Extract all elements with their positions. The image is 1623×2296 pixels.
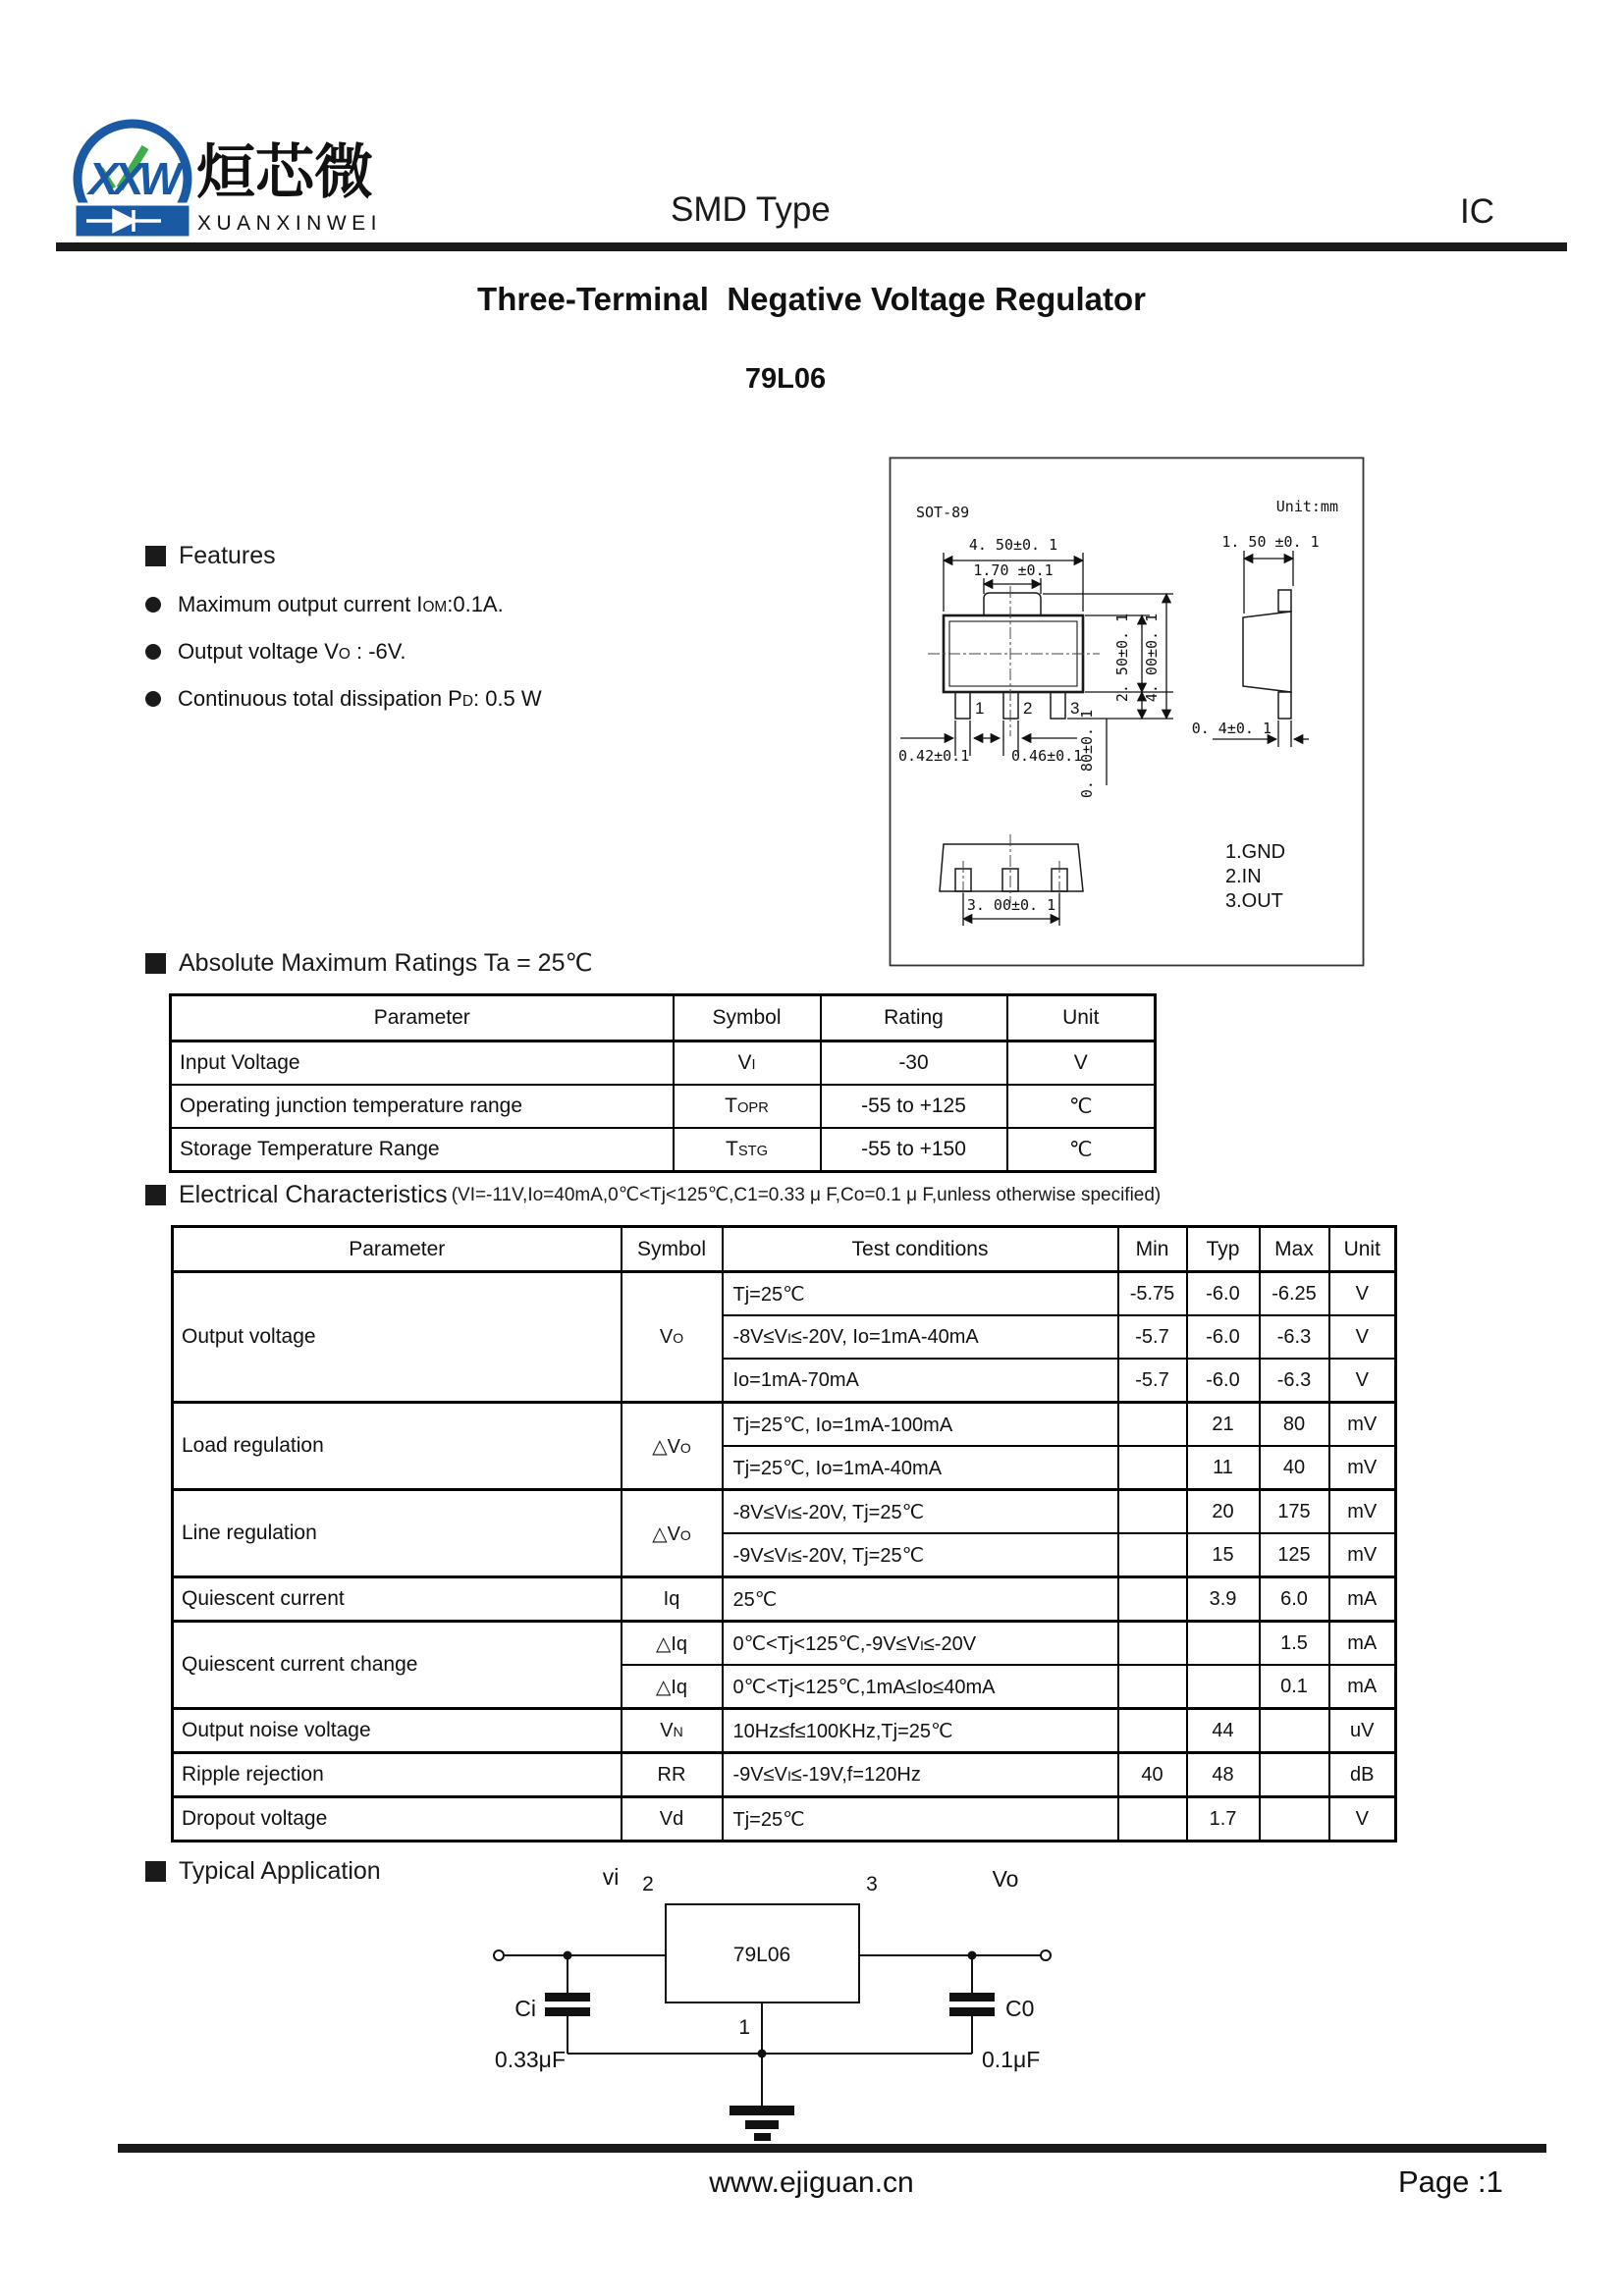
col-typ: Typ [1187,1227,1260,1272]
col-unit: Unit [1007,995,1156,1041]
feature-item [145,639,872,665]
footer-url: www.ejiguan.cn [709,2166,914,2199]
part-number: 79L06 [744,363,827,395]
company-logo [57,110,450,247]
cout-value: 0.1μF [982,2047,1041,2072]
col-test-conditions: Test conditions [723,1227,1118,1272]
table-row: Ripple rejection RR -9V≤VI≤-19V,f=120Hz 40 48 dB [173,1753,1396,1797]
table-row: Output voltage VO Tj=25℃ -5.75 -6.0 -6.25 V [173,1272,1396,1316]
header-ic-label: IC [1460,192,1494,231]
package-name: SOT-89 [916,504,970,521]
abs-max-heading [145,948,593,978]
col-rating: Rating [821,995,1007,1041]
pin-1-number: 1 [975,699,985,718]
capacitor-plate [949,1993,995,2002]
table-row: △Iq 0℃<Tj<125℃,1mA≤Io≤40mA 0.1 mA [173,1665,1396,1709]
output-label: Vo [992,1866,1019,1892]
input-label: vi [602,1864,620,1890]
footer-page-number: Page :1 [1398,2164,1503,2199]
package-unit: Unit:mm [1275,498,1338,515]
dim-pin2-width: 0.46±0.1 [1011,747,1083,765]
table-header-row [173,1227,1396,1272]
cin-name: Ci [514,1996,536,2021]
abs-max-heading-label: Absolute Maximum Ratings Ta = 25℃ [179,949,593,977]
table-row: Output noise voltage VN 10Hz≤f≤100KHz,Tj=25℃ 44 uV [173,1709,1396,1753]
features-heading [145,542,872,570]
application-heading [145,1857,381,1886]
dim-tab-width: 1.70 ±0.1 [973,561,1054,579]
square-bullet-icon [145,1185,166,1205]
ground-icon [730,2106,794,2141]
pinout-in: 2.IN [1225,866,1262,887]
elec-conditions-note: (VI=-11V,Io=40mA,0℃<Tj<125℃,C1=0.33 μ F,Co=0.1 μ F,unless otherwise specified) [451,1185,1162,1205]
dim-top-width: 4. 50±0. 1 [968,536,1058,554]
circle-bullet-icon [145,644,161,660]
table-row: Load regulation △VO Tj=25℃, Io=1mA-100mA 21 80 mV [173,1403,1396,1447]
header-rule [56,242,1567,251]
pinout-out: 3.OUT [1225,890,1283,912]
features-heading-label: Features [179,542,276,569]
application-heading-label: Typical Application [179,1857,381,1885]
feature-text: Maximum output current IOM:0.1A. [178,592,504,616]
capacitor-plate [545,2007,590,2016]
regulator-label: 79L06 [732,1944,791,1966]
feature-item [145,592,872,617]
output-terminal [1041,1950,1051,1960]
square-bullet-icon [145,953,166,974]
page-title: Three-Terminal Negative Voltage Regulator [477,281,1146,317]
table-row: Line regulation △VO -8V≤VI≤-20V, Tj=25℃ 20 175 mV [173,1490,1396,1534]
application-circuit [412,1845,1080,2169]
table-row: Quiescent current change △Iq 0℃<Tj<125℃,-9V≤VI≤-20V 1.5 mA [173,1622,1396,1666]
pinout-gnd: 1.GND [1225,841,1286,863]
cout-name: C0 [1005,1996,1035,2021]
elec-table [171,1225,1397,1842]
features-section [145,542,872,712]
col-min: Min [1118,1227,1187,1272]
feature-text: Output voltage VO : -6V. [178,639,406,664]
pin1-label: 1 [738,2016,750,2039]
dim-pad-pitch: 3. 00±0. 1 [966,896,1056,914]
col-max: Max [1260,1227,1329,1272]
table-row: Quiescent current Iq 25℃ 3.9 6.0 mA [173,1577,1396,1622]
capacitor-plate [545,1993,590,2002]
circle-bullet-icon [145,691,161,707]
header-smd-type: SMD Type [671,190,831,229]
capacitor-plate [949,2007,995,2016]
pin3-label: 3 [866,1873,878,1896]
col-parameter: Parameter [173,1227,622,1272]
dim-body-height: 2. 50±0. 1 [1113,613,1131,703]
logo-chinese-name: 烜芯微 [196,139,373,205]
pin-3-number: 3 [1070,699,1080,718]
col-symbol: Symbol [674,995,821,1041]
circle-bullet-icon [145,597,161,613]
logo-english-name: XUANXINWEI [197,212,383,235]
dim-pin-length: 0. 80±0. 1 [1078,709,1096,799]
square-bullet-icon [145,1861,166,1882]
elec-heading-label: Electrical Characteristics [179,1181,448,1208]
pin2-label: 2 [642,1873,654,1896]
col-unit: Unit [1329,1227,1396,1272]
pin-2-number: 2 [1023,699,1033,718]
table-row: Storage Temperature Range TSTG -55 to +150 ℃ [171,1128,1156,1172]
dim-lead-thickness: 0. 4±0. 1 [1191,720,1271,737]
col-parameter: Parameter [171,995,674,1041]
table-row: Tj=25℃, Io=1mA-40mA 11 40 mV [173,1446,1396,1490]
input-terminal [494,1950,504,1960]
package-outline-drawing [889,456,1365,967]
table-row: Io=1mA-70mA -5.7 -6.0 -6.3 V [173,1359,1396,1403]
square-bullet-icon [145,546,166,566]
logo-monogram: XXW [88,153,177,204]
cin-value: 0.33μF [494,2047,566,2072]
table-row: Dropout voltage Vd Tj=25℃ 1.7 V [173,1797,1396,1842]
table-row: -9V≤VI≤-20V, Tj=25℃ 15 125 mV [173,1533,1396,1577]
table-header-row [171,995,1156,1041]
dim-pin1-width: 0.42±0.1 [898,747,970,765]
dim-side-width: 1. 50 ±0. 1 [1221,533,1320,551]
table-row: Operating junction temperature range TOPR -55 to +125 ℃ [171,1085,1156,1128]
col-symbol: Symbol [622,1227,723,1272]
elec-heading [145,1181,1161,1209]
feature-text: Continuous total dissipation PD: 0.5 W [178,686,542,711]
table-row: Input Voltage VI -30 V [171,1041,1156,1086]
footer-rule [118,2144,1546,2153]
dim-total-height: 4. 00±0. 1 [1143,613,1161,703]
abs-max-table [169,993,1157,1173]
feature-item [145,686,872,712]
table-row: -8V≤VI≤-20V, Io=1mA-40mA -5.7 -6.0 -6.3 V [173,1315,1396,1359]
